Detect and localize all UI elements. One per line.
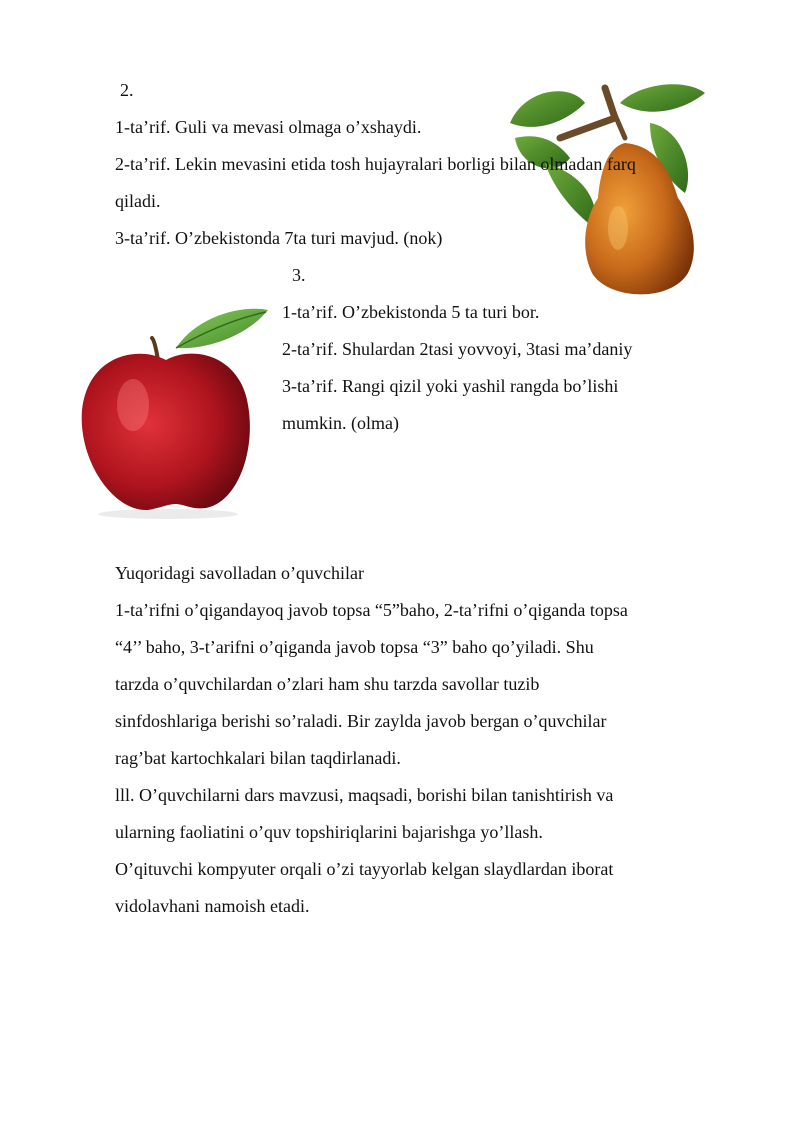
riddle-3-line-3: 3-ta’rif. Rangi qizil yoki yashil rangda bo’lishi bbox=[282, 376, 619, 396]
pear-illustration bbox=[500, 78, 710, 303]
body-line-7: lll. O’quvchilarni dars mavzusi, maqsadi, borishi bilan tanishtirish va bbox=[115, 785, 614, 805]
body-line-10: vidolavhani namoish etadi. bbox=[115, 896, 310, 916]
body-line-1: Yuqoridagi savolladan o’quvchilar bbox=[115, 563, 364, 583]
body-line-8: ularning faoliatini o’quv topshiriqlarini bajarishga yo’llash. bbox=[115, 822, 543, 842]
riddle-2-line-1: 1-ta’rif. Guli va mevasi olmaga o’xshaydi. bbox=[115, 117, 422, 137]
riddle-3-line-2: 2-ta’rif. Shulardan 2tasi yovvoyi, 3tasi ma’daniy bbox=[282, 339, 633, 359]
riddle-2-line-4: 3-ta’rif. O’zbekistonda 7ta turi mavjud. (nok) bbox=[115, 228, 443, 248]
body-line-4: tarzda o’quvchilardan o’zlari ham shu tarzda savollar tuzib bbox=[115, 674, 540, 694]
body-line-2: 1-ta’rifni o’qigandayoq javob topsa “5”baho, 2-ta’rifni o’qiganda topsa bbox=[115, 600, 628, 620]
riddle-2-line-2: 2-ta’rif. Lekin mevasini etida tosh hujayralari borligi bilan olmadan farq bbox=[115, 154, 636, 174]
body-line-9: O’qituvchi kompyuter orqali o’zi tayyorlab kelgan slaydlardan iborat bbox=[115, 859, 614, 879]
riddle-2-number: 2. bbox=[120, 80, 134, 100]
riddle-3-line-4: mumkin. (olma) bbox=[282, 413, 399, 433]
body-line-3: “4’’ baho, 3-t’arifni o’qiganda javob topsa “3” baho qo’yiladi. Shu bbox=[115, 637, 594, 657]
riddle-2-line-3: qiladi. bbox=[115, 191, 161, 211]
body-line-5: sinfdoshlariga berishi so’raladi. Bir zaylda javob bergan o’quvchilar bbox=[115, 711, 607, 731]
riddle-3-number: 3. bbox=[292, 265, 306, 285]
body-line-6: rag’bat kartochkalari bilan taqdirlanadi. bbox=[115, 748, 401, 768]
riddle-3-line-1: 1-ta’rif. O’zbekistonda 5 ta turi bor. bbox=[282, 302, 540, 322]
apple-illustration bbox=[78, 300, 273, 520]
